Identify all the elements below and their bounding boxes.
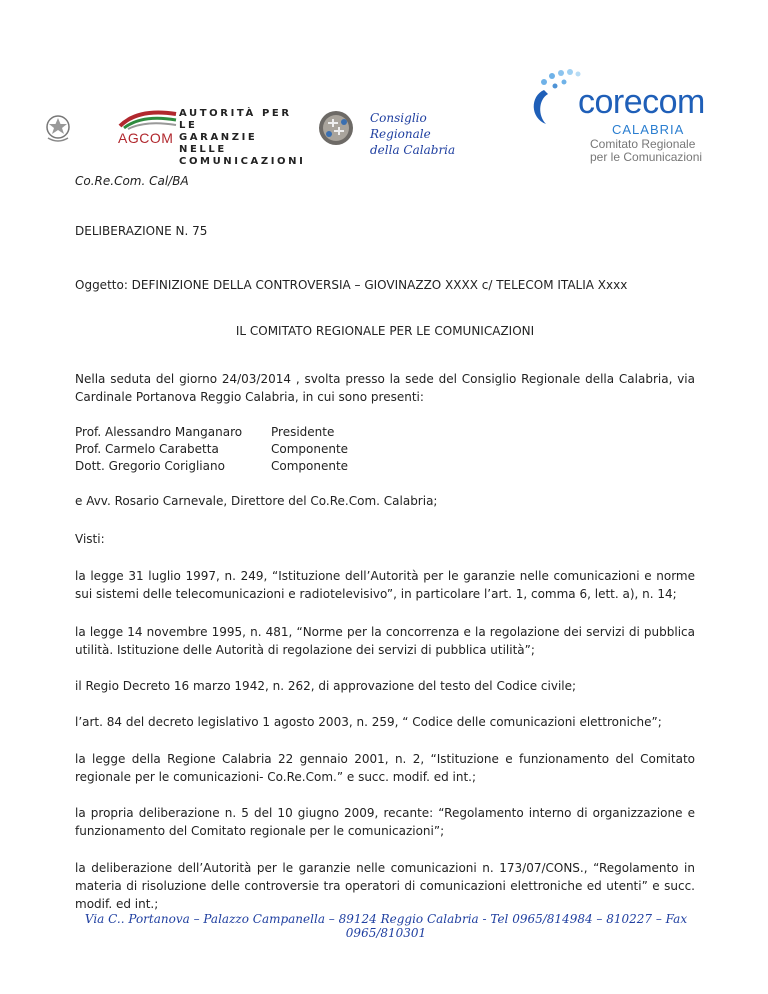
visti-heading: Visti: bbox=[75, 532, 105, 546]
paragraph: la legge della Regione Calabria 22 gennaio 2001, n. 2, “Istituzione e funzionamento del Comitato regionale per le comunicazioni- Co.Re.Com.” e succ. modif. ed int.; bbox=[75, 752, 695, 784]
member-name: Prof. Carmelo Carabetta bbox=[75, 442, 219, 456]
paragraph: la legge 31 luglio 1997, n. 249, “Istituzione dell’Autorità per le garanzie nelle comunicazioni e norme sui sistemi delle telecomunicazioni e radiotelevisivo”, in particolare l’art. 1, comma 6, lett. a), n. 14; bbox=[75, 569, 695, 601]
consiglio-regionale-logo bbox=[318, 108, 478, 157]
committee-heading: IL COMITATO REGIONALE PER LE COMUNICAZIONI bbox=[235, 324, 535, 338]
document-subject: Oggetto: DEFINIZIONE DELLA CONTROVERSIA – GIOVINAZZO XXXX c/ TELECOM ITALIA Xxxx bbox=[75, 278, 628, 292]
paragraph: il Regio Decreto 16 marzo 1942, n. 262, di approvazione del testo del Codice civile; bbox=[75, 679, 577, 693]
agcom-name: AUTORITÀ PER LE GARANZIE NELLE COMUNICAZIONI bbox=[179, 108, 306, 167]
member-row bbox=[75, 441, 348, 458]
footer-address: Via C.. Portanova – Palazzo Campanella – 89124 Reggio Calabria - Tel 0965/814984 – 810227 – Fax 0965/810301 bbox=[84, 912, 688, 940]
member-name: Dott. Gregorio Corigliano bbox=[75, 459, 225, 473]
corecom-region: CALABRIA bbox=[612, 122, 685, 137]
paragraph: l’art. 84 del decreto legislativo 1 agosto 2003, n. 259, “ Codice delle comunicazioni elettroniche”; bbox=[75, 715, 662, 729]
document-reference: Co.Re.Com. Cal/BA bbox=[75, 174, 189, 188]
corecom-subtitle: Comitato Regionale per le Comunicazioni bbox=[590, 137, 703, 164]
agcom-swoosh-icon bbox=[118, 106, 178, 130]
paragraph: la propria deliberazione n. 5 del 10 giugno 2009, recante: “Regolamento interno di organizzazione e funzionamento del Comitato regionale per le comunicazioni”; bbox=[75, 806, 695, 838]
member-row bbox=[75, 458, 348, 475]
paragraph: la legge 14 novembre 1995, n. 481, “Norme per la concorrenza e la regolazione dei servizi di pubblica utilità. Istituzione delle Autorità di regolazione dei servizi di pubblica utilità”; bbox=[75, 625, 695, 657]
director-line: e Avv. Rosario Carnevale, Direttore del Co.Re.Com. Calabria; bbox=[75, 494, 438, 508]
italian-republic-emblem-icon bbox=[44, 112, 72, 144]
member-row bbox=[75, 424, 348, 441]
session-intro: Nella seduta del giorno 24/03/2014 , svolta presso la sede del Consiglio Regionale della Calabria, via Cardinale Portanova Reggio Calabria, in cui sono presenti: bbox=[75, 372, 695, 404]
calabria-crest-icon bbox=[318, 110, 354, 146]
member-name: Prof. Alessandro Manganaro bbox=[75, 425, 243, 439]
corecom-wordmark: corecom bbox=[578, 83, 705, 121]
paragraph: la deliberazione dell’Autorità per le garanzie nelle comunicazioni n. 173/07/CONS., “Regolamento in materia di risoluzione delle controversie tra operatori di comunicazioni elettroniche ed utenti” e succ. modif. ed int.; bbox=[75, 861, 695, 911]
corecom-dots-mark-icon bbox=[524, 60, 584, 140]
member-role: Componente bbox=[271, 459, 349, 473]
agcom-logo bbox=[44, 104, 306, 167]
agcom-acronym: AGCOM bbox=[118, 130, 174, 146]
corecom-logo bbox=[524, 60, 724, 180]
deliberation-number: DELIBERAZIONE N. 75 bbox=[75, 224, 208, 238]
member-role: Presidente bbox=[271, 425, 335, 439]
member-role: Componente bbox=[271, 442, 349, 456]
consiglio-regionale-name: Consiglio Regionale della Calabria bbox=[370, 111, 456, 157]
members-list bbox=[75, 424, 348, 475]
